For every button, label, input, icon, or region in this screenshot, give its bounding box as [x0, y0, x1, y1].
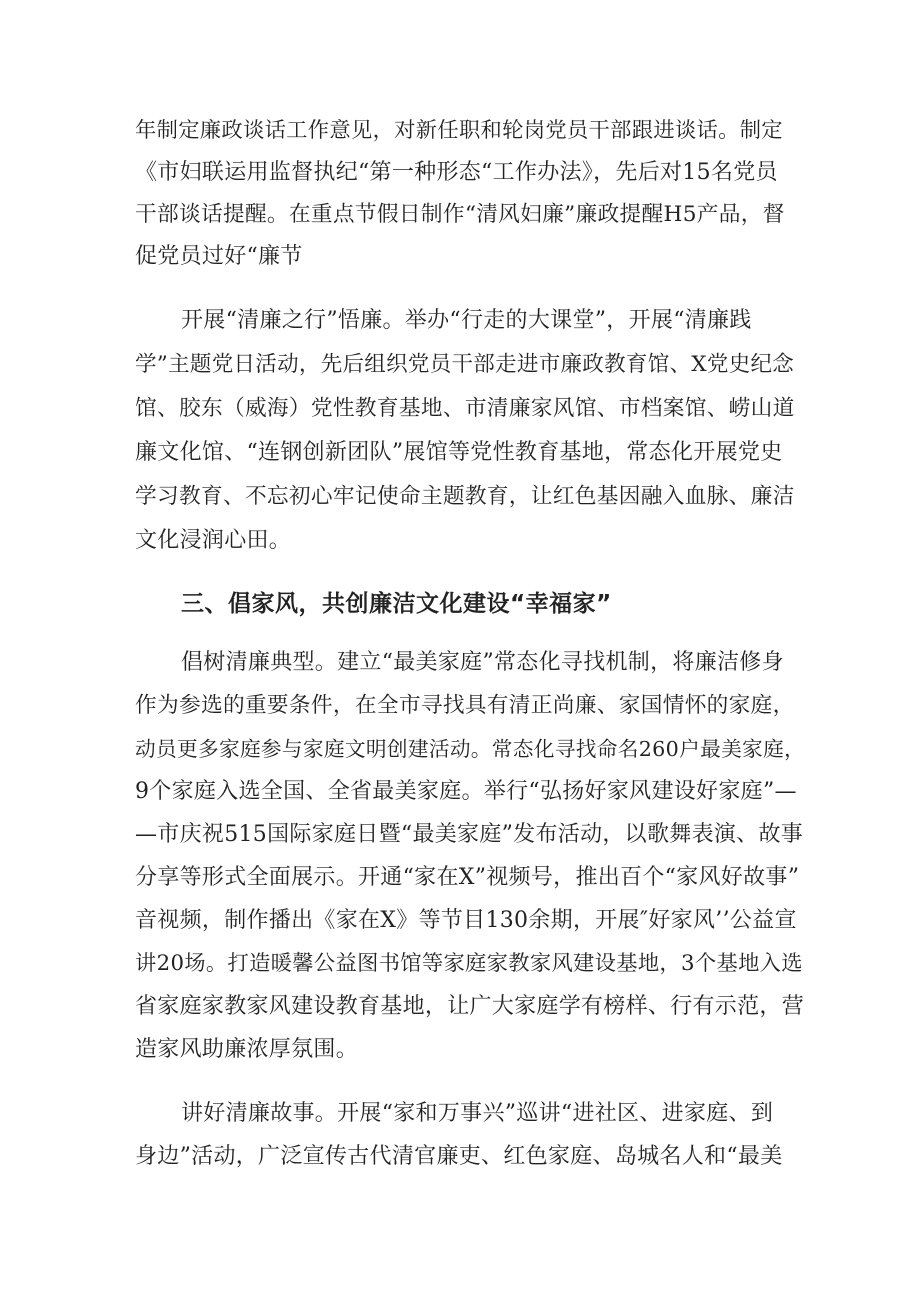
para2-line-6: 文化浸润心田。: [135, 528, 292, 553]
para1-line-4: 促党员过好“廉节: [135, 244, 303, 269]
para4-line-1: 讲好清廉故事。开展“家和万事兴”巡讲“进社区、进家庭、到: [181, 1101, 774, 1126]
para3-line-10: 造家风助廉浓厚氛围。: [135, 1037, 359, 1062]
section-heading: 三、倡家风，共创廉洁文化建设“幸福家”: [181, 591, 612, 617]
para2-line-3: 馆、胶东（威海）党性教育基地、市清廉家风馆、市档案馆、崂山道: [135, 396, 795, 421]
para2-line-2: 学”主题党日活动，先后组织党员干部走进市廉政教育馆、X党史纪念: [135, 352, 795, 377]
para2-line-5: 学习教育、不忘初心牢记使命主题教育，让红色基因融入血脉、廉洁: [135, 484, 795, 509]
para3-line-5: —市庆祝515国际家庭日暨“最美家庭”发布活动，以歌舞表演、故事: [135, 822, 804, 847]
para1-line-2: 《市妇联运用监督执纪“第一种形态“工作办法》，先后对15名党员: [135, 160, 778, 185]
para1-line-3: 干部谈话提醒。在重点节假日制作“清风妇廉”廉政提醒H5产品，督: [135, 202, 785, 227]
para3-line-8: 讲20场。打造暖馨公益图书馆等家庭家教家风建设基地，3个基地入选: [135, 951, 803, 976]
para3-line-3: 动员更多家庭参与家庭文明创建活动。常态化寻找命名260户最美家庭，: [135, 737, 806, 761]
para1-line-1: 年制定廉政谈话工作意见，对新任职和轮岗党员干部跟进谈话。制定: [135, 118, 783, 143]
para3-line-9: 省家庭家教家风建设教育基地，让广大家庭学有榜样、行有示范，营: [135, 994, 805, 1019]
para3-line-1: 倡树清廉典型。建立“最美家庭”常态化寻找机制，将廉洁修身: [181, 650, 784, 675]
para2-line-4: 廉文化馆、“连钢创新团队”展馆等党性教育基地，常态化开展党史: [135, 440, 783, 465]
para2-line-1: 开展“清廉之行”悟廉。举办“行走的大课堂”，开展“清廉践: [181, 308, 752, 333]
para3-line-6: 分享等形式全面展示。开通“家在X”视频号，推出百个“家风好故事”: [135, 865, 800, 890]
para4-line-2: 身边”活动，广泛宣传古代清官廉吏、红色家庭、岛城名人和“最美: [135, 1144, 783, 1169]
para3-line-7: 音视频，制作播出《家在X》等节目130余期，开展″好家风’’公益宣: [135, 908, 797, 933]
para3-line-2: 作为参选的重要条件，在全市寻找具有清正尚廉、家国情怀的家庭，: [135, 693, 795, 718]
para3-line-4: 9个家庭入选全国、全省最美家庭。举行“弘扬好家风建设好家庭”—: [135, 779, 797, 804]
